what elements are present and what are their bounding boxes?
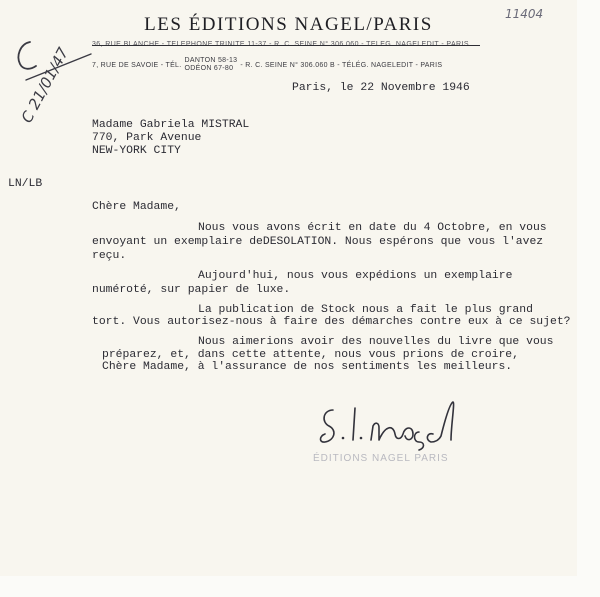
scan-margin-right: [577, 0, 600, 597]
company-stamp: ÉDITIONS NAGEL PARIS: [313, 453, 449, 464]
recipient-street: 770, Park Avenue: [92, 132, 202, 144]
phone-1: DANTON 58-13: [184, 57, 238, 64]
letterhead-address: [92, 57, 442, 73]
paragraph-4-line-1: Nous aimerions avoir des nouvelles du livre que vous: [198, 336, 554, 348]
handwritten-date-note: [6, 36, 96, 128]
paragraph-1-line-1: Nous vous avons écrit en date du 4 Octobre, en vous: [198, 222, 547, 234]
phone-numbers: [185, 57, 238, 73]
recipient-name: Madame Gabriela MISTRAL: [92, 119, 250, 131]
scan-margin-bottom: [0, 576, 600, 597]
paragraph-2-line-2: numéroté, sur papier de luxe.: [92, 284, 291, 296]
paragraph-4-line-3: Chère Madame, à l'assurance de nos sentiments les meilleurs.: [102, 361, 513, 373]
paragraph-3-line-1: La publication de Stock nous a fait le plus grand: [198, 304, 533, 316]
address-end: - R. C. SEINE N° 306.060 B - TÉLÉG. NAGELEDIT - PARIS: [240, 61, 443, 69]
recipient-city: NEW-YORK CITY: [92, 145, 181, 157]
signature-text: S. L. Nagel: [315, 451, 322, 452]
archive-number: 11404: [505, 7, 544, 21]
salutation: Chère Madame,: [92, 201, 181, 213]
paragraph-2-line-1: Aujourd'hui, nous vous expédions un exemplaire: [198, 270, 513, 282]
address-start: 7, RUE DE SAVOIE - TÉL.: [92, 61, 182, 69]
paragraph-1-line-3: reçu.: [92, 250, 127, 262]
letterhead-title: LES ÉDITIONS NAGEL/PARIS: [144, 14, 433, 35]
phone-2: ODÉON 67-80: [184, 65, 234, 72]
date-line: Paris, le 22 Novembre 1946: [292, 82, 470, 94]
handwritten-signature: [315, 396, 480, 452]
paragraph-4-line-2: préparez, et, dans cette attente, nous vous prions de croire,: [102, 349, 519, 361]
reference-initials: LN/LB: [8, 178, 43, 190]
handwritten-note-text: C 21/01/47: [17, 44, 73, 126]
letterhead-old-address: 36, RUE BLANCHE - TÉLÉPHONE TRINITÉ 11-37 - R. C. SEINE N° 306.060 - TÉLÉG. NAGELEDIT - PARIS: [92, 41, 480, 50]
paragraph-3-line-2: tort. Vous autorisez-nous à faire des démarches contre eux à ce sujet?: [92, 316, 571, 328]
paragraph-1-line-2: envoyant un exemplaire deDESOLATION. Nous espérons que vous l'avez: [92, 236, 544, 248]
